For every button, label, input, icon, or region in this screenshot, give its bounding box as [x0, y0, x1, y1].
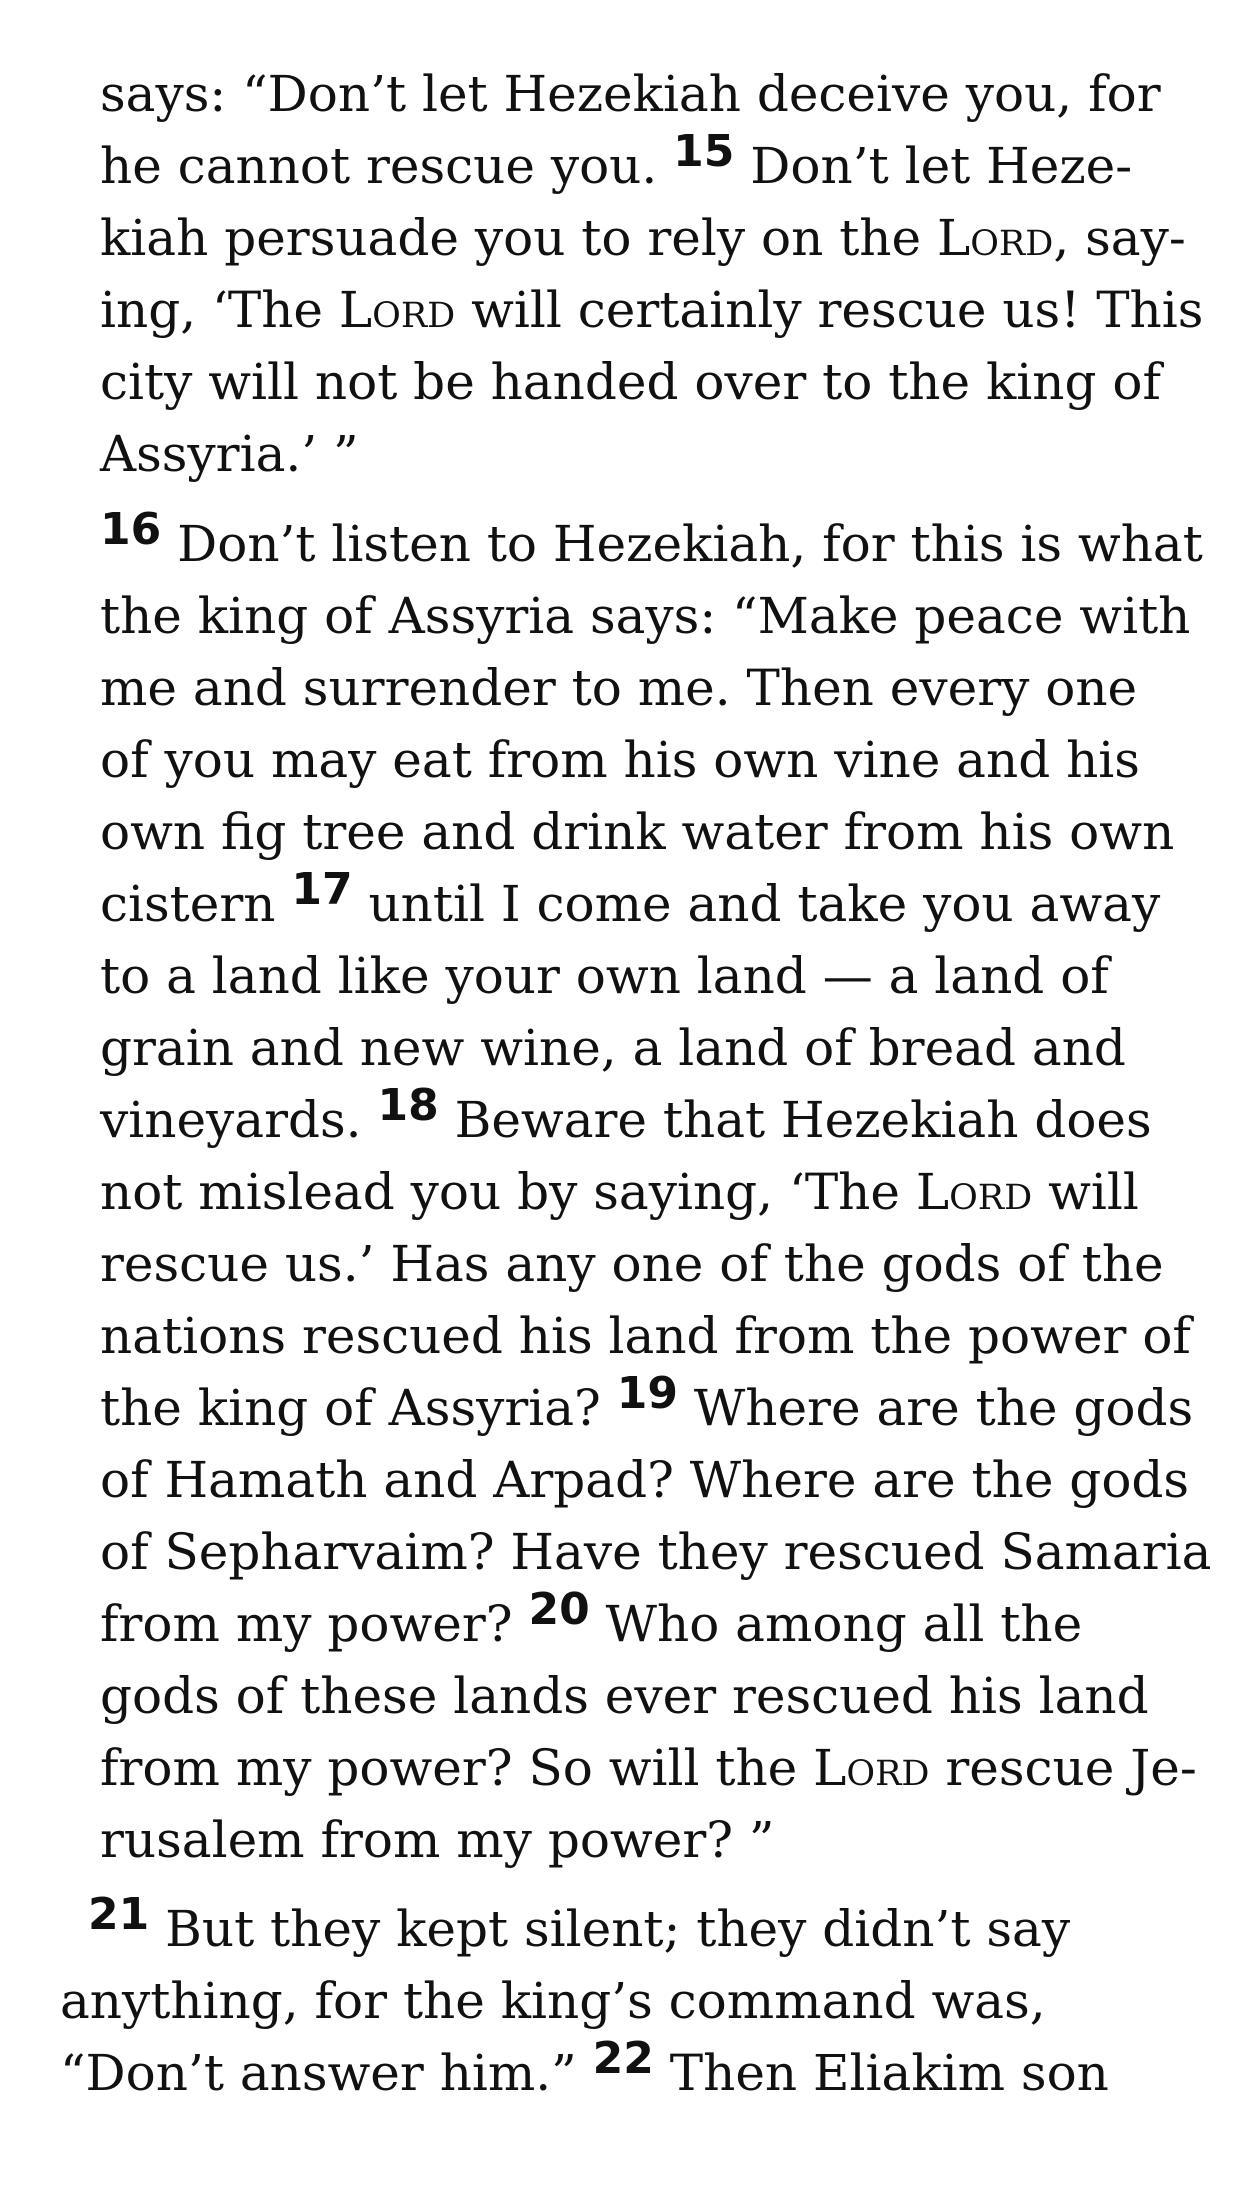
- verse-text: Don’t let Heze-: [734, 137, 1133, 195]
- verse-text: will: [1032, 1163, 1139, 1221]
- verse-text: city will not be handed over to the king of: [100, 353, 1161, 411]
- verse-text: Where are the gods: [677, 1379, 1194, 1437]
- text-line: [100, 1516, 1212, 1588]
- verse-text: own fig tree and drink water from his own: [100, 803, 1175, 861]
- text-line: [100, 1732, 1197, 1804]
- text-line: [100, 724, 1140, 796]
- verse-number: 19: [616, 1368, 678, 1419]
- text-line: [100, 796, 1175, 868]
- text-line: [100, 1080, 1152, 1156]
- verse-text: of Sepharvaim? Have they rescued Samaria: [100, 1523, 1212, 1581]
- text-line: [100, 1444, 1190, 1516]
- verse-text: But they kept silent; they didn’t say: [149, 1900, 1071, 1958]
- text-line: [100, 1804, 1135, 1876]
- verse-text: kiah persuade you to rely on the: [100, 209, 937, 267]
- verse-text: cistern: [100, 875, 292, 933]
- text-line: [100, 940, 1135, 1012]
- text-line: [100, 418, 1135, 490]
- text-line: [100, 346, 1161, 418]
- verse-text: grain and new wine, a land of bread and: [100, 1019, 1126, 1077]
- verse-text: the king of Assyria says: “Make peace with: [100, 587, 1191, 645]
- verse-text: Then Eliakim son: [653, 2044, 1109, 2102]
- text-line: [100, 1660, 1149, 1732]
- verse-number: 15: [673, 126, 735, 177]
- verse-text: will certainly rescue us! This: [455, 281, 1204, 339]
- divine-name-small-caps: Lord: [813, 1739, 930, 1797]
- verse-number: 16: [100, 504, 162, 555]
- divine-name-small-caps: Lord: [915, 1163, 1033, 1221]
- verse-text: ing, ‘The: [100, 281, 339, 339]
- verse-text: rescue Je-: [929, 1739, 1197, 1797]
- text-line: [100, 1156, 1139, 1228]
- verse-text: gods of these lands ever rescued his land: [100, 1667, 1149, 1725]
- verse-text: from my power?: [100, 1595, 529, 1653]
- verse-text: says: “Don’t let Hezekiah deceive you, for: [100, 65, 1161, 123]
- text-line: [100, 864, 1161, 940]
- verse-text: , say-: [1053, 209, 1186, 267]
- verse-number: 17: [291, 864, 353, 915]
- verse-text: to a land like your own land — a land of: [100, 947, 1109, 1005]
- divine-name-small-caps: Lord: [937, 209, 1054, 267]
- verse-text: he cannot rescue you.: [100, 137, 674, 195]
- text-line: [60, 1965, 1090, 2037]
- text-line: [100, 1300, 1191, 1372]
- verse-text: rusalem from my power? ”: [100, 1811, 775, 1869]
- verse-text: Who among all the: [589, 1595, 1083, 1653]
- text-line: [60, 2033, 1109, 2109]
- verse-text: not mislead you by saying, ‘The: [100, 1163, 916, 1221]
- verse-text: rescue us.’ Has any one of the gods of the: [100, 1235, 1164, 1293]
- verse-text: of Hamath and Arpad? Where are the gods: [100, 1451, 1190, 1509]
- verse-text: nations rescued his land from the power of: [100, 1307, 1191, 1365]
- text-line: [100, 126, 1135, 202]
- text-line: [100, 580, 1191, 652]
- verse-text: “Don’t answer him.”: [60, 2044, 593, 2102]
- text-line: [100, 504, 1203, 580]
- verse-text: of you may eat from his own vine and his: [100, 731, 1140, 789]
- verse-text: me and surrender to me. Then every one: [100, 659, 1138, 717]
- verse-text: Don’t listen to Hezekiah, for this is what: [161, 515, 1203, 573]
- verse-number: 21: [88, 1889, 150, 1940]
- text-line: [100, 1012, 1135, 1084]
- text-line: [100, 274, 1204, 346]
- text-line: [100, 1228, 1164, 1300]
- text-line: [100, 58, 1161, 130]
- text-line: [88, 1889, 1098, 1965]
- verse-text: the king of Assyria?: [100, 1379, 617, 1437]
- verse-text: Beware that Hezekiah does: [438, 1091, 1152, 1149]
- verse-number: 22: [592, 2033, 654, 2084]
- verse-text: anything, for the king’s command was,: [60, 1972, 1046, 2030]
- text-line: [100, 202, 1186, 274]
- verse-number: 18: [377, 1080, 439, 1131]
- verse-text: until I come and take you away: [352, 875, 1161, 933]
- text-line: [100, 1368, 1194, 1444]
- text-line: [100, 1584, 1135, 1660]
- verse-number: 20: [528, 1584, 590, 1635]
- verse-text: Assyria.’ ”: [100, 425, 359, 483]
- text-line: [100, 652, 1138, 724]
- verse-text: from my power? So will the: [100, 1739, 814, 1797]
- divine-name-small-caps: Lord: [338, 281, 456, 339]
- verse-text: vineyards.: [100, 1091, 378, 1149]
